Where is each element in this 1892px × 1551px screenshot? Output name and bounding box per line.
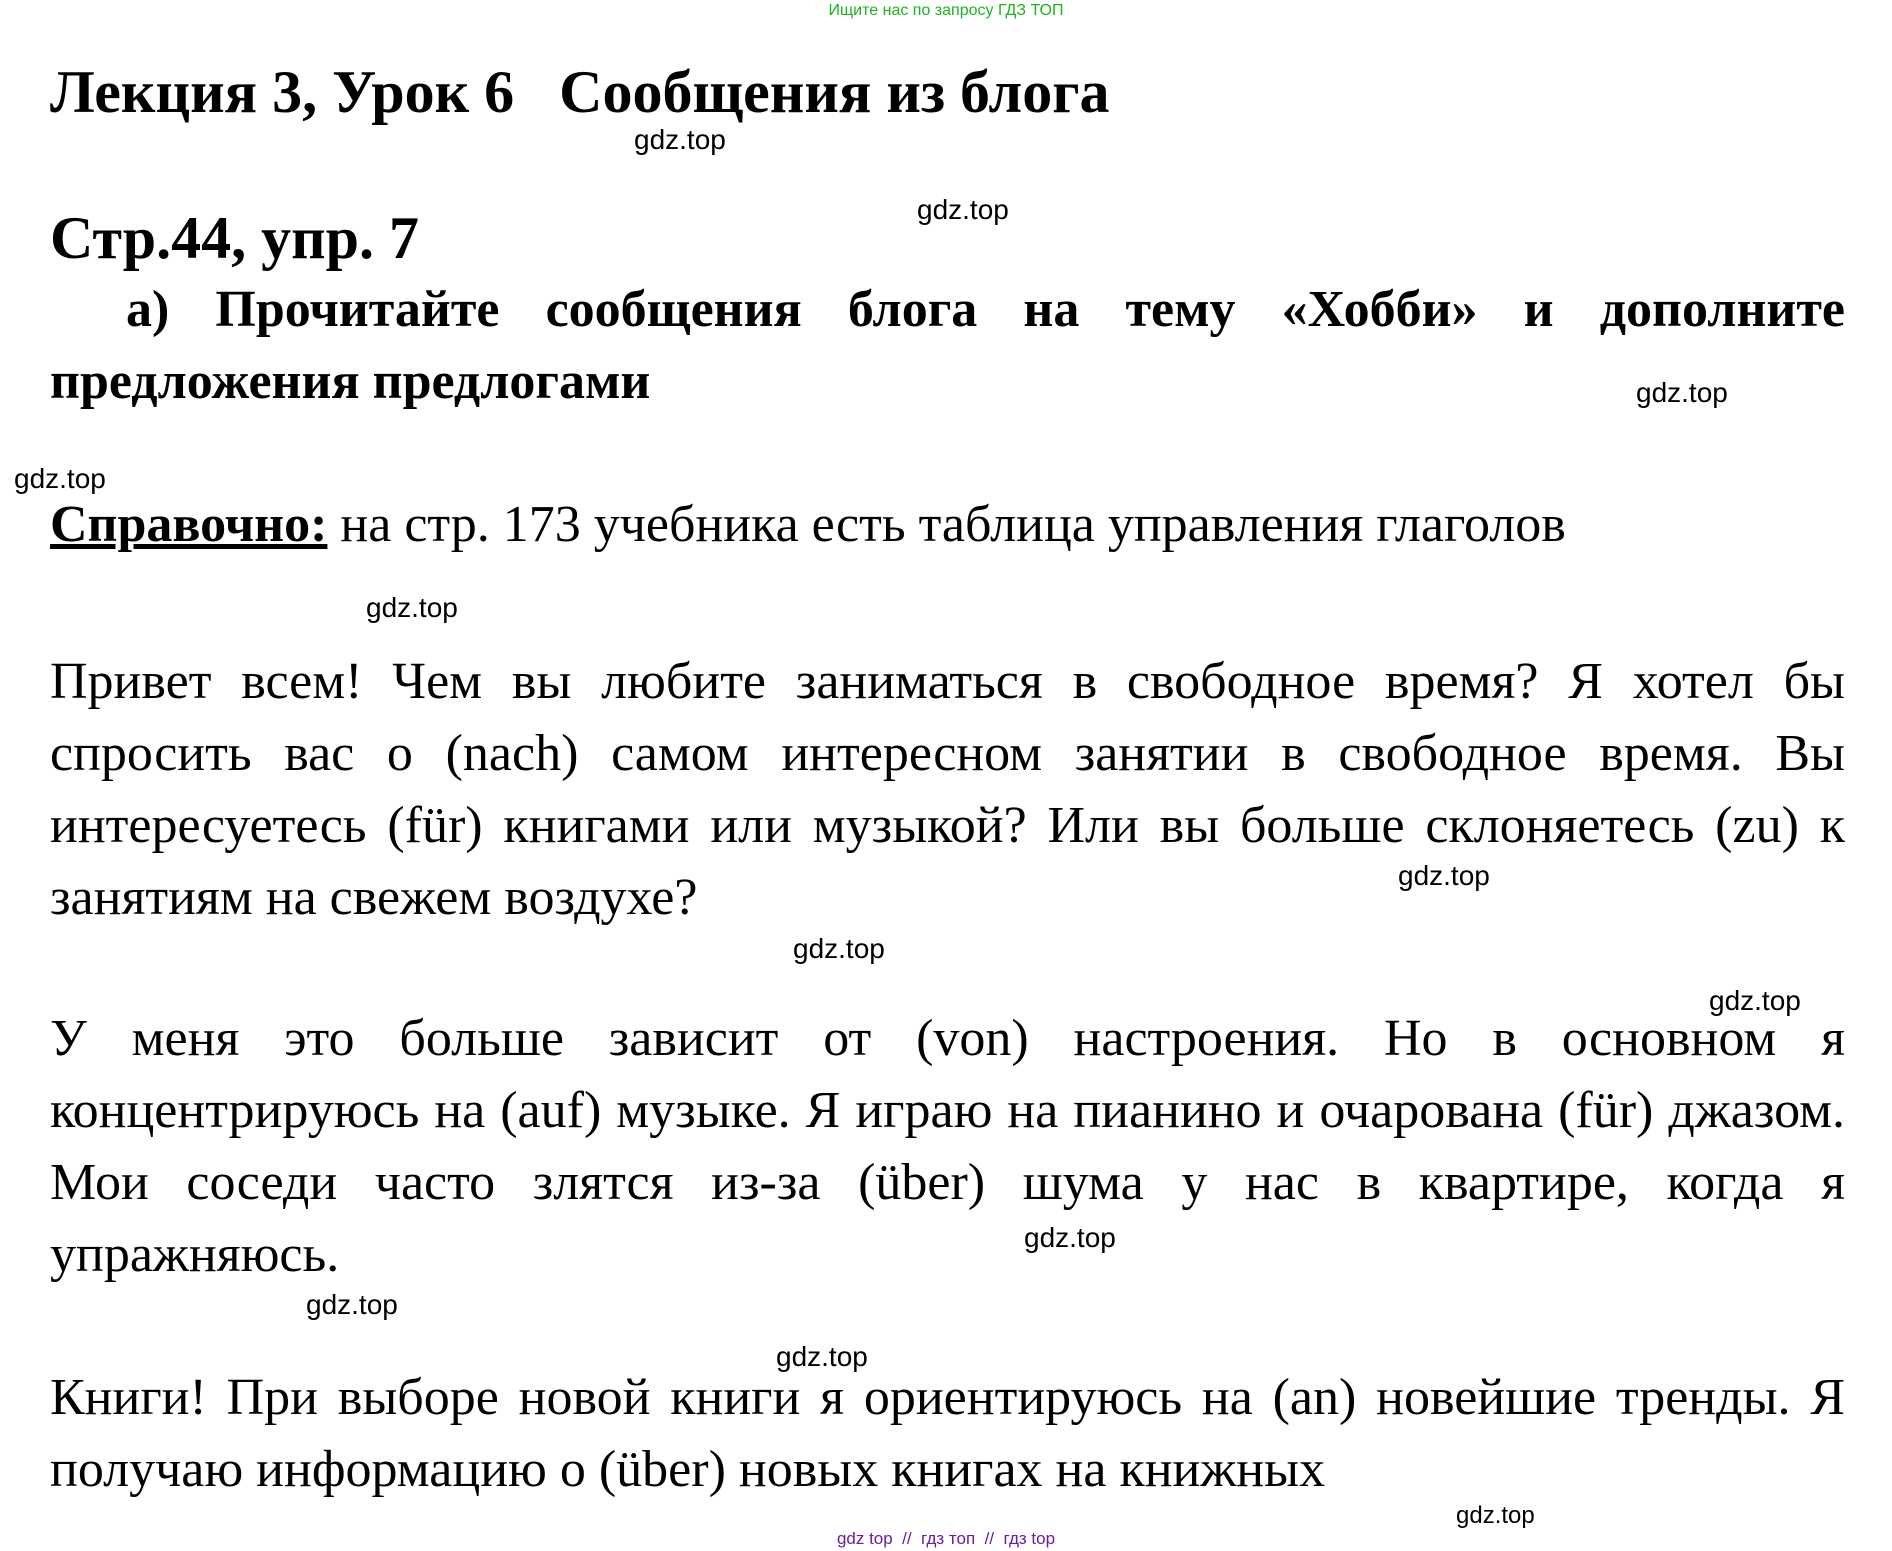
blog-post-2: У меня это больше зависит от (von) настроения. Но в основном я концентрируюсь на (auf) музыке. Я играю на пианино и очарована (für) джазом. Мои соседи часто злятся из-за (über) шума у нас в квартире, когда я упражняюсь. xyxy=(50,1010,1845,1283)
watermark: gdz.top xyxy=(1636,377,1728,408)
watermark: gdz.top xyxy=(14,463,106,494)
blog-post-1: Привет всем! Чем вы любите заниматься в свободное время? Я хотел бы спросить вас о (nach) самом интересном занятии в свободное время. Вы интересуетесь (für) книгами или музыкой? Или вы больше склоняетесь (zu) к занятиям на свежем воздухе? xyxy=(50,653,1845,926)
reference-note xyxy=(50,496,1566,553)
top-search-banner[interactable]: Ищите нас по запросу ГДЗ ТОП xyxy=(828,2,1064,19)
watermark: gdz.top xyxy=(1456,1502,1535,1529)
watermark: gdz.top xyxy=(776,1341,868,1372)
watermark: gdz.top xyxy=(366,592,458,623)
task-instruction: а) Прочитайте сообщения блога на тему «Хобби» и дополните предложения предлогами xyxy=(50,281,1845,410)
footer-links[interactable]: gdz top // гдз топ // гдз top xyxy=(836,1529,1056,1548)
watermark: gdz.top xyxy=(1024,1222,1116,1253)
watermark: gdz.top xyxy=(634,124,726,155)
watermark: gdz.top xyxy=(1398,860,1490,891)
blog-post-3: Книги! При выборе новой книги я ориентируюсь на (an) новейшие тренды. Я получаю информацию о (über) новых книгах на книжных xyxy=(50,1369,1845,1498)
reference-text: на стр. 173 учебника есть таблица управления глаголов xyxy=(327,496,1566,553)
watermark: gdz.top xyxy=(917,194,1009,225)
lecture-title: Лекция 3, Урок 6 Сообщения из блога xyxy=(50,59,1110,125)
exercise-reference: Стр.44, упр. 7 xyxy=(50,205,420,271)
watermark: gdz.top xyxy=(793,933,885,964)
watermark: gdz.top xyxy=(306,1289,398,1320)
watermark: gdz.top xyxy=(1709,985,1801,1016)
reference-label: Справочно: xyxy=(50,496,328,553)
